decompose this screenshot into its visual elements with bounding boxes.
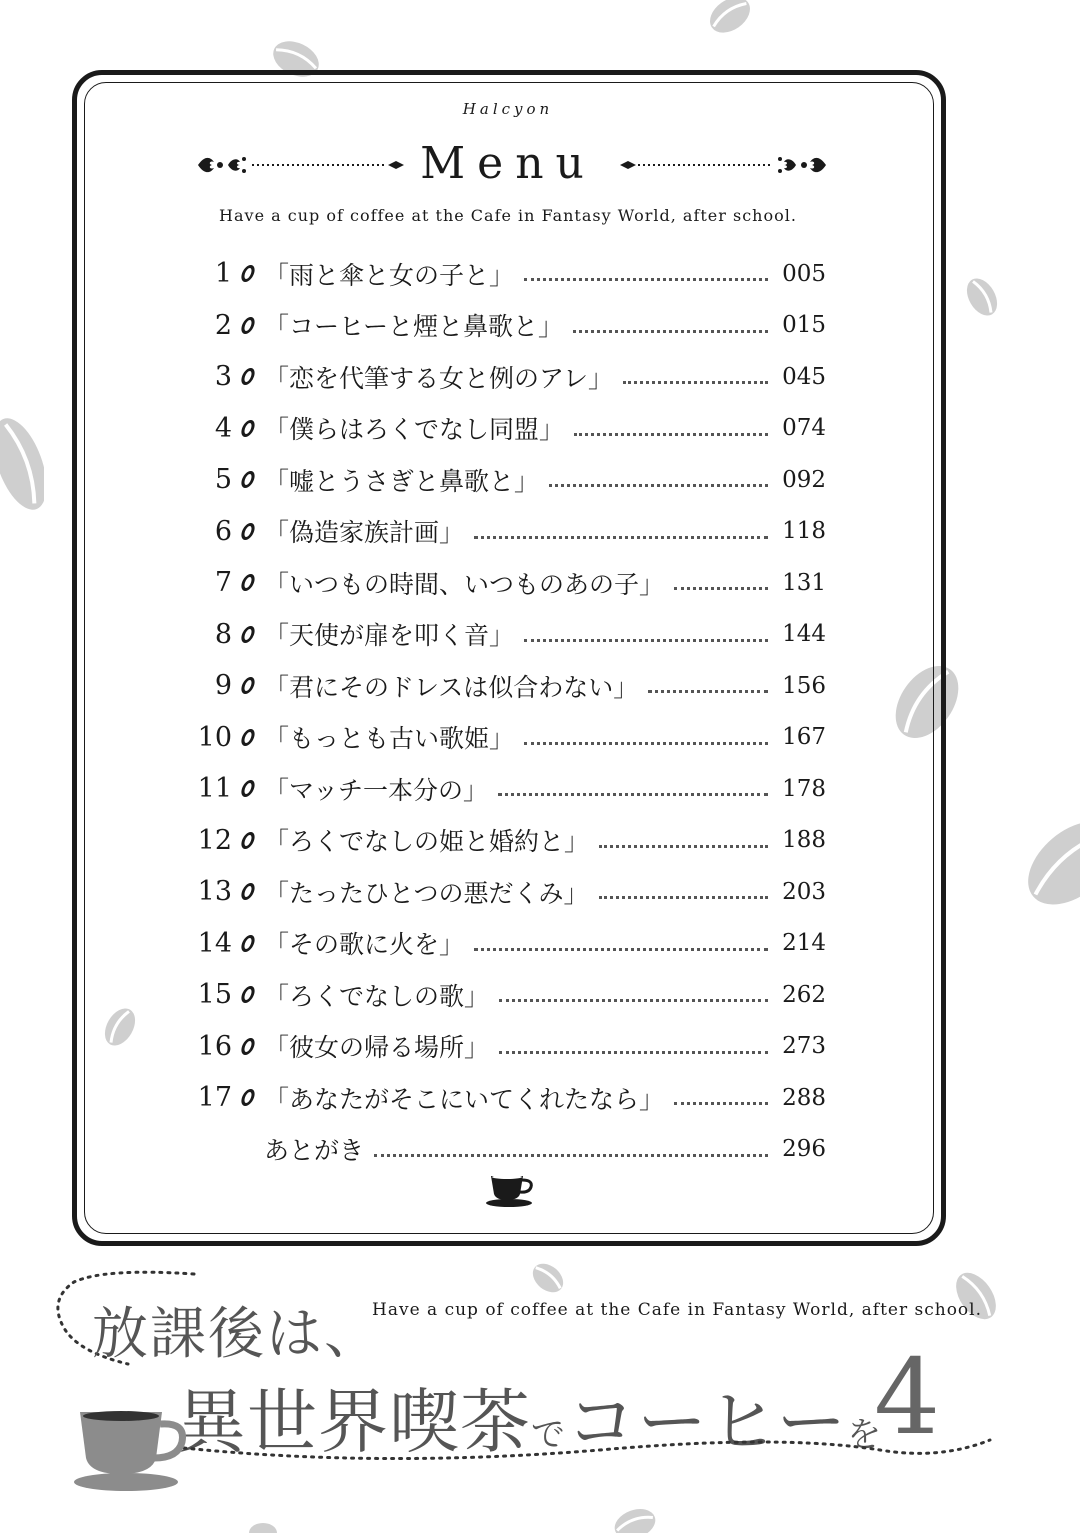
dot-leader [524,742,768,745]
dot-leader [599,896,768,899]
page-number: 045 [782,363,826,390]
page-number: 262 [782,981,826,1008]
chapter-title: 「彼女の帰る場所」 [264,1033,490,1063]
chapter-title: 「ろくでなしの姫と婚約と」 [264,827,590,857]
book-title-line1: 放課後は、 [92,1302,382,1367]
dot-leader [498,793,768,796]
chapter-title: 「もっとも古い歌姫」 [264,724,515,754]
dot-leader [674,1102,768,1105]
bullet-icon [239,1089,257,1106]
coffee-cup-icon [485,1172,537,1208]
toc-row [194,248,826,300]
chapter-title: 「雨と傘と女の子と」 [264,260,515,290]
toc-row [194,609,826,661]
bullet-icon [239,574,257,591]
chapter-number: 13 [197,876,232,908]
bullet-icon [239,420,257,437]
dot-leader [524,278,768,281]
chapter-number: 2 [214,309,232,341]
bullet-icon [239,368,257,385]
page-number: 203 [782,878,826,905]
chapter-number: 15 [197,979,232,1011]
chapter-title: 「たったひとつの悪だくみ」 [264,878,589,908]
toc-row [194,866,826,918]
page-number: 214 [782,930,826,957]
page-number: 015 [782,312,826,339]
dot-leader [623,381,768,384]
dot-leader [499,1051,768,1054]
menu-subtitle: Have a cup of coffee at the Cafe in Fantasy World, after school. [219,206,797,225]
toc-row [194,1021,826,1073]
page-number: 188 [782,827,826,854]
chapter-number: 6 [214,515,232,547]
chapter-number: 14 [197,927,232,959]
chapter-title: 「ろくでなしの歌」 [264,981,490,1011]
bullet-icon [239,471,257,488]
toc-row-afterword [194,1124,826,1176]
dot-leader [524,639,768,642]
coffee-bean-icon [612,1500,658,1533]
page-number: 167 [782,724,826,751]
toc-row [194,1072,826,1124]
toc-row [194,969,826,1021]
chapter-number: 11 [197,773,232,805]
chapter-number: 17 [197,1082,232,1114]
page-number: 005 [782,260,826,287]
chapter-number: 7 [214,567,232,599]
dotted-swirl-bottom [180,1410,1000,1490]
chapter-title: 「マッチ一本分の」 [264,775,489,805]
page-number: 156 [782,672,826,699]
chapter-number: 5 [214,464,232,496]
flourish-ornament-icon [618,150,828,180]
bullet-icon [239,317,257,334]
bullet-icon [239,265,257,282]
chapter-number: 8 [214,618,232,650]
chapter-title: 「あなたがそこにいてくれたなら」 [264,1084,665,1114]
toc-row [194,300,826,352]
bullet-icon [239,677,257,694]
bullet-icon [239,986,257,1003]
chapter-number: 16 [197,1030,232,1062]
chapter-number: 9 [214,670,232,702]
coffee-bean-icon [0,414,44,514]
chapter-number: 3 [214,361,232,393]
bullet-icon [239,883,257,900]
coffee-cup-icon [72,1408,192,1494]
dot-leader [573,330,768,333]
afterword-title: あとがき [264,1136,365,1166]
coffee-bean-icon [528,1258,568,1298]
toc-row [194,506,826,558]
page-number: 178 [782,775,826,802]
volume-number: 4 [874,1336,941,1458]
chapter-title: 「偽造家族計画」 [264,518,465,548]
bullet-icon [239,832,257,849]
halcyon-label: Halcyon [462,100,554,118]
toc-row [194,815,826,867]
toc-row [194,557,826,609]
toc-row [194,351,826,403]
bullet-icon [239,1038,257,1055]
chapter-title: 「天使が扉を叩く音」 [264,621,515,651]
chapter-number: 10 [197,721,232,753]
chapter-number: 4 [214,412,232,444]
page-number: 144 [782,621,826,648]
page-number: 118 [782,518,826,545]
coffee-bean-icon [248,1518,278,1533]
chapter-title: 「その歌に火を」 [264,930,465,960]
toc-row [194,660,826,712]
book-english-subtitle: Have a cup of coffee at the Cafe in Fantasy World, after school. [372,1300,983,1320]
page-number: 288 [782,1084,826,1111]
chapter-number: 12 [197,824,232,856]
page-number: 074 [782,415,826,442]
dot-leader [648,690,768,693]
page-number: 131 [782,569,826,596]
chapter-title: 「恋を代筆する女と例のアレ」 [264,363,614,393]
coffee-bean-icon [705,0,755,36]
book-title-main: 異世界喫茶 [176,1381,531,1463]
chapter-title: 「コーヒーと煙と鼻歌と」 [264,312,564,342]
toc-row [194,712,826,764]
toc-row [194,918,826,970]
chapter-title: 「嘘とうさぎと鼻歌と」 [264,466,540,496]
dot-leader [549,484,768,487]
book-title-coffee: コーヒー [566,1381,848,1463]
dot-leader [599,845,768,848]
book-title-wo: を [847,1415,883,1455]
toc-row [194,763,826,815]
toc-row [194,403,826,455]
coffee-bean-icon [1018,808,1080,918]
menu-title: Menu [420,138,596,189]
dot-leader [574,433,768,436]
bullet-icon [239,626,257,643]
chapter-title: 「僕らはろくでなし同盟」 [264,415,565,445]
page-number: 296 [782,1136,826,1163]
book-title-de: で [531,1415,566,1455]
bullet-icon [239,780,257,797]
dot-leader [474,948,768,951]
dot-leader [674,587,768,590]
page-number: 092 [782,466,826,493]
bullet-icon [239,729,257,746]
bullet-icon [239,935,257,952]
chapter-number: 1 [214,258,232,290]
table-of-contents [194,248,826,1175]
chapter-title: 「君にそのドレスは似合わない」 [264,672,639,702]
bullet-icon [239,523,257,540]
dot-leader [474,536,768,539]
coffee-bean-icon [962,272,1002,322]
dot-leader [374,1154,768,1157]
page-number: 273 [782,1033,826,1060]
dot-leader [499,999,768,1002]
chapter-title: 「いつもの時間、いつものあの子」 [264,569,665,599]
toc-row [194,454,826,506]
